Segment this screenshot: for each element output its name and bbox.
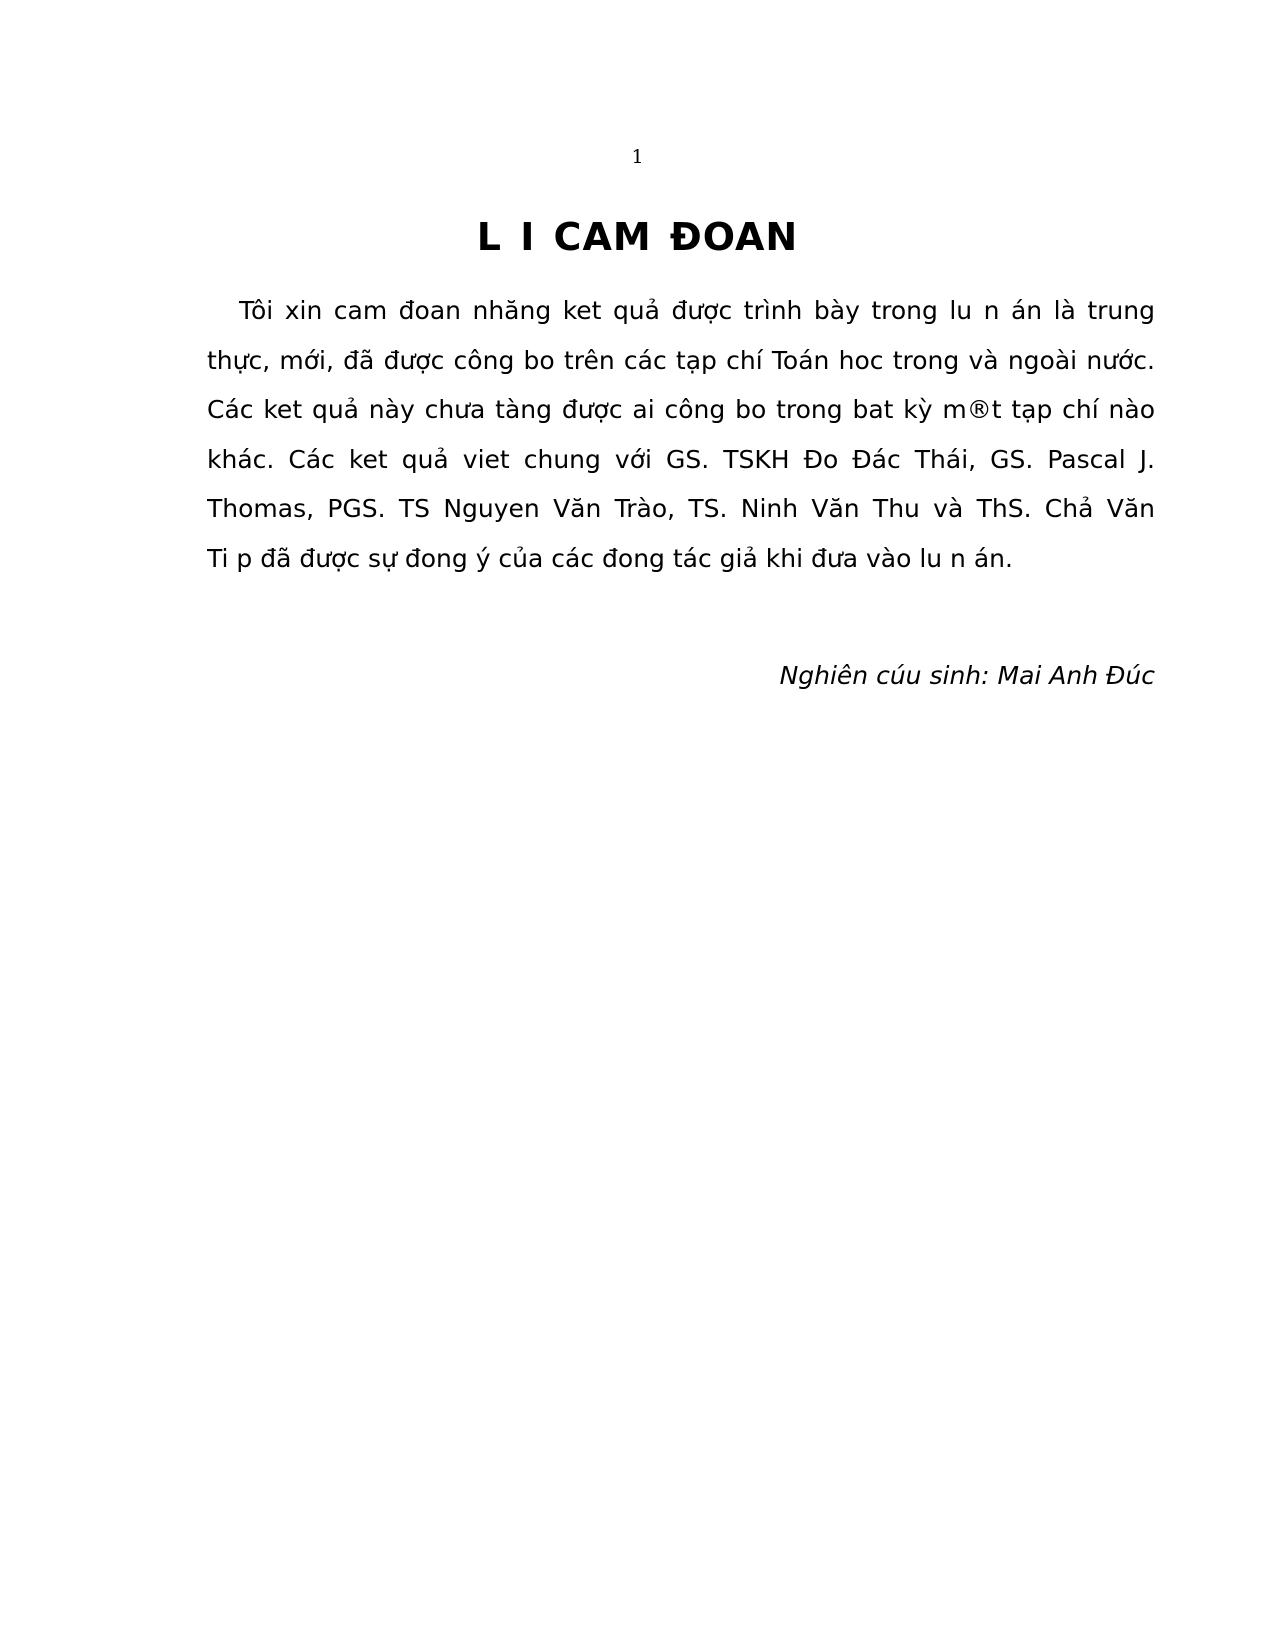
- declaration-paragraph: [207, 286, 1155, 583]
- author-signature-line: Nghiên cúu sinh: Mai Anh Đúc: [779, 661, 1155, 690]
- paragraph-line: thực, mới, đã được công bo trên các tạp chí Toán hoc trong và ngoài nước.: [207, 345, 1155, 375]
- paragraph-line: Các ket quả này chưa tàng được ai công bo trong bat kỳ m®t tạp chí nào: [207, 395, 1155, 424]
- paragraph-line: Ti p đã được sự đong ý của các đong tác giả khi đưa vào lu n án.: [207, 543, 1013, 573]
- paragraph-line: Tôi xin cam đoan nhăng ket quả được trình bày trong lu n án là trung: [239, 296, 1155, 325]
- paragraph-line: Thomas, PGS. TS Nguyen Văn Trào, TS. Ninh Văn Thu và ThS. Chả Văn: [207, 494, 1155, 523]
- page-title: L I CAM ĐOAN: [476, 215, 799, 259]
- paragraph-line: khác. Các ket quả viet chung với GS. TSKH Đo Đác Thái, GS. Pascal J.: [207, 444, 1155, 474]
- page-number: 1: [631, 146, 644, 168]
